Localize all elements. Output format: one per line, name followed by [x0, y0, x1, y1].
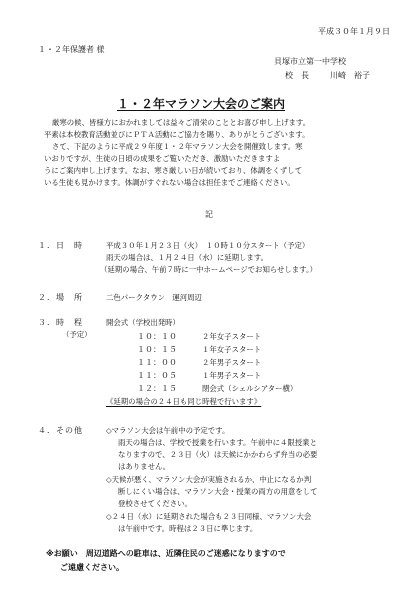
place-value: 二色パークタウン 運河周辺 — [106, 293, 202, 302]
recipient: １・２年保護者 様 — [38, 45, 105, 54]
schedule-time: １０：１０ — [137, 332, 177, 341]
schedule-event: １年女子スタート — [202, 345, 262, 354]
date-line: 平成３０年１月２３日（火） １０時１０分スタート（予定） — [106, 241, 310, 250]
schedule-time: １１：００ — [137, 358, 177, 367]
schedule-time: １２：１５ — [137, 384, 177, 393]
footer-request: ※お願い 周辺道路への駐車は、近隣住民のご迷惑になりますので — [46, 549, 286, 558]
intro-line: うにご案内申し上げます。なお、寒さ厳しい日が続いており、体調をくずして — [44, 166, 303, 175]
schedule-sublabel: （予定） — [62, 330, 92, 339]
date-label: １．日 時 — [38, 241, 83, 250]
schedule-time: １１：０５ — [137, 371, 177, 380]
opening-ceremony: 開会式（学校出発時） — [106, 318, 180, 327]
schedule-label: ３．時 程 — [38, 318, 83, 327]
schedule-note: 《延期の場合の２４日も同じ時程で行います》 — [106, 397, 262, 406]
other-line: 登校させてください。 — [118, 499, 192, 508]
schedule-time: １０：１５ — [137, 345, 177, 354]
other-line: はありません。 — [118, 462, 171, 471]
schedule-event: ２年女子スタート — [202, 332, 262, 341]
ki-heading: 記 — [205, 210, 213, 219]
other-label: ４．その他 — [38, 426, 83, 435]
other-line: なりますので、２３日（火）は天候にかかわらず弁当の必要 — [118, 450, 318, 459]
other-line: は午前中です。時程は２３日に準じます。 — [118, 524, 258, 533]
intro-line: さて、下記のように平成２９年度１・２年マラソン大会を開催致します。寒 — [52, 142, 303, 151]
school-name: 貝塚市立第一中学校 — [274, 57, 346, 66]
principal-name: 川崎 裕子 — [330, 71, 370, 80]
other-line: ◇天候が悪く、マラソン大会が実施されるか、中止になるか判 — [106, 475, 312, 484]
footer-request: ご遠慮ください。 — [60, 563, 124, 572]
document-date: 平成３０年１月９日 — [318, 27, 390, 36]
other-line: 雨天の場合は、学校で授業を行います。午前中に４限授業と — [118, 438, 317, 447]
place-label: ２．場 所 — [38, 293, 83, 302]
schedule-event: 閉会式（シェルシアター横） — [202, 384, 298, 393]
date-line: 雨天の場合は、１月２４日（水）に延期します。 — [106, 253, 269, 262]
other-line: ◇２４日（水）に延期された場合も２３日同様、マラソン大会 — [106, 512, 312, 521]
intro-line: いおりですが、生徒の日頃の成果をご覧いただき、激励いただきますよ — [44, 154, 281, 163]
other-line: ◇マラソン大会は午前中の予定です。 — [106, 426, 230, 435]
intro-line: いる生徒も見かけます。体調がすぐれない場合は担任までご連絡ください。 — [44, 178, 295, 187]
principal-title: 校 長 — [285, 71, 309, 80]
schedule-event: １年男子スタート — [202, 371, 262, 380]
intro-line: 厳寒の候、皆様方におかれましては益々ご清栄のこととお喜び申し上げます。 — [52, 118, 311, 127]
date-line: （延期の場合、午前７時に一中ホームページでお知らせします。） — [100, 265, 318, 274]
other-line: 断しにくい場合は、マラソン大会・授業の両方の用意をして — [118, 487, 318, 496]
schedule-event: ２年男子スタート — [202, 358, 262, 367]
intro-line: 平素は本校教育活動並びにＰＴＡ活動にご協力を賜り、ありがとうございます。 — [44, 130, 310, 139]
page-title: １・２年マラソン大会のご案内 — [117, 97, 286, 111]
